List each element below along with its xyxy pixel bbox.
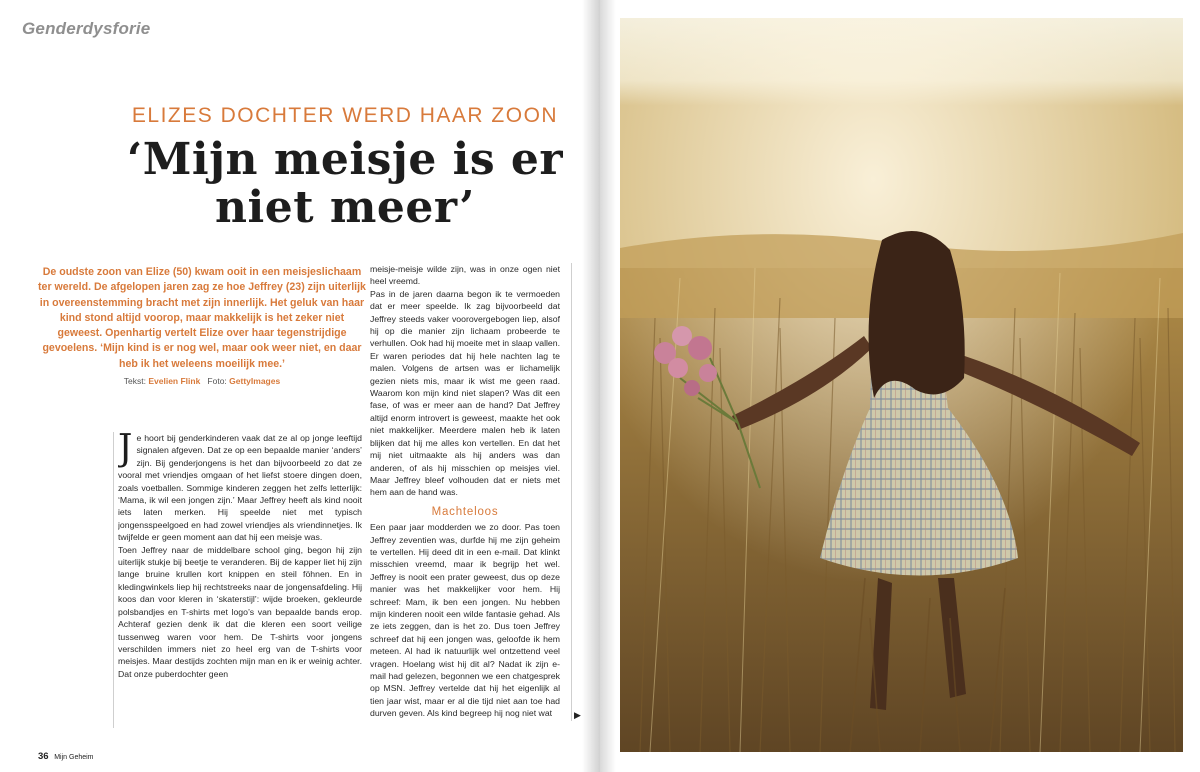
article-headline: [0, 136, 690, 232]
folio: [38, 751, 94, 762]
article-intro: De oudste zoon van Elize (50) kwam ooit in een meisjeslichaam ter wereld. De afgelopen jaren zag ze hoe Jeffrey (23) zijn uiterlijk in overeenstemming bracht met zijn innerlijk. Het geluk van haar kind stond altijd voorop, maar makkelijk is het zeker niet geweest. Openhartig vertelt Elize over haar tegenstrijdige gevoelens. ‘Mijn kind is er nog wel, maar ook weer niet, en daar heb ik het weleens moeilijk mee.’: [38, 266, 366, 370]
text-credit-author: Evelien Flink: [148, 376, 201, 386]
headline-line-1: ‘Mijn meisje is er: [126, 134, 564, 185]
column-divider-left: [113, 432, 114, 728]
magazine-name: Mijn Geheim: [54, 754, 94, 761]
body-paragraph: meisje-meisje wilde zijn, was in onze ogen niet heel vreemd.: [370, 264, 560, 287]
body-paragraph: Pas in de jaren daarna begon ik te vermoeden dat er meer speelde. Ik zag bijvoorbeeld dat Jeffrey steeds vaker voorovergebogen liep, alsof hij op die manier zijn lichaam probeerde te verhullen. Ook had hij moeite met in slaap vallen. Er waren periodes dat hij hele nachten lag te malen. Volgens de artsen was er lichamelijk gezien niets mis, maar ik wist me geen raad. Waarom kon mijn kind niet slapen? Was dit een fase, of was er meer aan de hand? Dat Jeffrey altijd enorm introvert is geweest, maakte het ook niet makkelijker. Meerdere malen heb ik laten blijken dat hij me alles kon vertellen. En dat het mij niet uitmaakte als hij anders was dan anderen, of als hij misschien op meisjes viel. Maar Jeffrey bleef volhouden dat er niets met hem aan de hand was.: [370, 288, 560, 498]
body-paragraph: e hoort bij genderkinderen vaak dat ze al op jonge leeftijd signalen afgeven. Dat ze op een bepaalde manier ‘anders’ zijn. Bij genderjongens is het dan bijvoorbeeld zo dat ze vooral met vriendjes omgaan of het liefst stoere dingen doen, zoals voetballen. Sommige kinderen zeggen het zelfs letterlijk: ‘Mama, ik wil een jongen zijn.’ Maar Jeffrey heeft als kind nooit iets laten merken. Hij speelde niet met typisch jongensspeelgoed en had zowel vriendjes als vriendinnetjes. Ik twijfelde er geen moment aan dat hij een meisje was.: [118, 433, 362, 543]
dropcap: J: [118, 432, 133, 469]
article-photo: [620, 18, 1183, 752]
continue-arrow-icon: ▶: [574, 710, 581, 720]
right-page: [600, 0, 1200, 772]
body-paragraph: Een paar jaar modderden we zo door. Pas toen Jeffrey zeventien was, durfde hij me zijn geheim te vertellen. Hij deed dit in een e-mail. Dat klinkt misschien vreemd, maar ik begrijp het wel. Jeffrey is nooit een prater geweest, dus op deze manier was het makkelijker voor hem. Hij schreef: Mam, ik ben een jongen. Nu hebben mijn kinderen nooit een wilde fantasie gehad. Als ze iets zeggen, dan is het zo. Dus toen Jeffrey schreef dat hij een jongen was, geloofde ik hem meteen. Al had ik natuurlijk wel ontzettend veel vragen. Hoelang wist hij dit al? Nadat ik zijn e-mail had gelezen, begonnen we een chatgesprek op MSN. Jeffrey vertelde dat hij het eigenlijk al tien jaar wist, maar er al die tijd niet aan toe had durven geven. Als kind begreep hij nog niet wat: [370, 522, 560, 719]
body-column-1: [118, 432, 362, 728]
section-subheading: Machteloos: [431, 505, 499, 518]
section-label: Genderdysforie: [22, 19, 151, 38]
photo-illustration: [620, 18, 1183, 752]
column-divider-right: [571, 263, 572, 721]
photo-credit-label: Foto:: [207, 376, 227, 386]
photo-credit-source: GettyImages: [229, 376, 281, 386]
text-credit-label: Tekst:: [123, 376, 146, 386]
article-credits: [38, 376, 366, 386]
body-paragraph: Toen Jeffrey naar de middelbare school ging, begon hij zijn uiterlijk stukje bij beetje te veranderen. Bij de kapper liet hij zijn lange bruine krullen kort knippen en steil föhnen. En in kledingwinkels liep hij rechtstreeks naar de jongensafdeling. Hij koos dan voor kleren in ‘skaterstijl’: wijde broeken, gekleurde polsbandjes en T-shirts met logo’s van bepaalde bands erop. Achteraf gezien denk ik dat die kleren een soort veilige tussenweg waren voor hem. De T-shirts voor jongens verschilden immers niet zo heel erg van de T-shirts voor meisjes. Maar destijds zochten mijn man en ik er weinig achter. Dat onze puberdochter geen: [118, 544, 362, 679]
page-number: 36: [38, 751, 49, 762]
body-column-2: [370, 263, 560, 733]
headline-line-2: niet meer’: [215, 182, 475, 233]
article-kicker: ELIZES DOCHTER WERD HAAR ZOON: [131, 104, 559, 127]
